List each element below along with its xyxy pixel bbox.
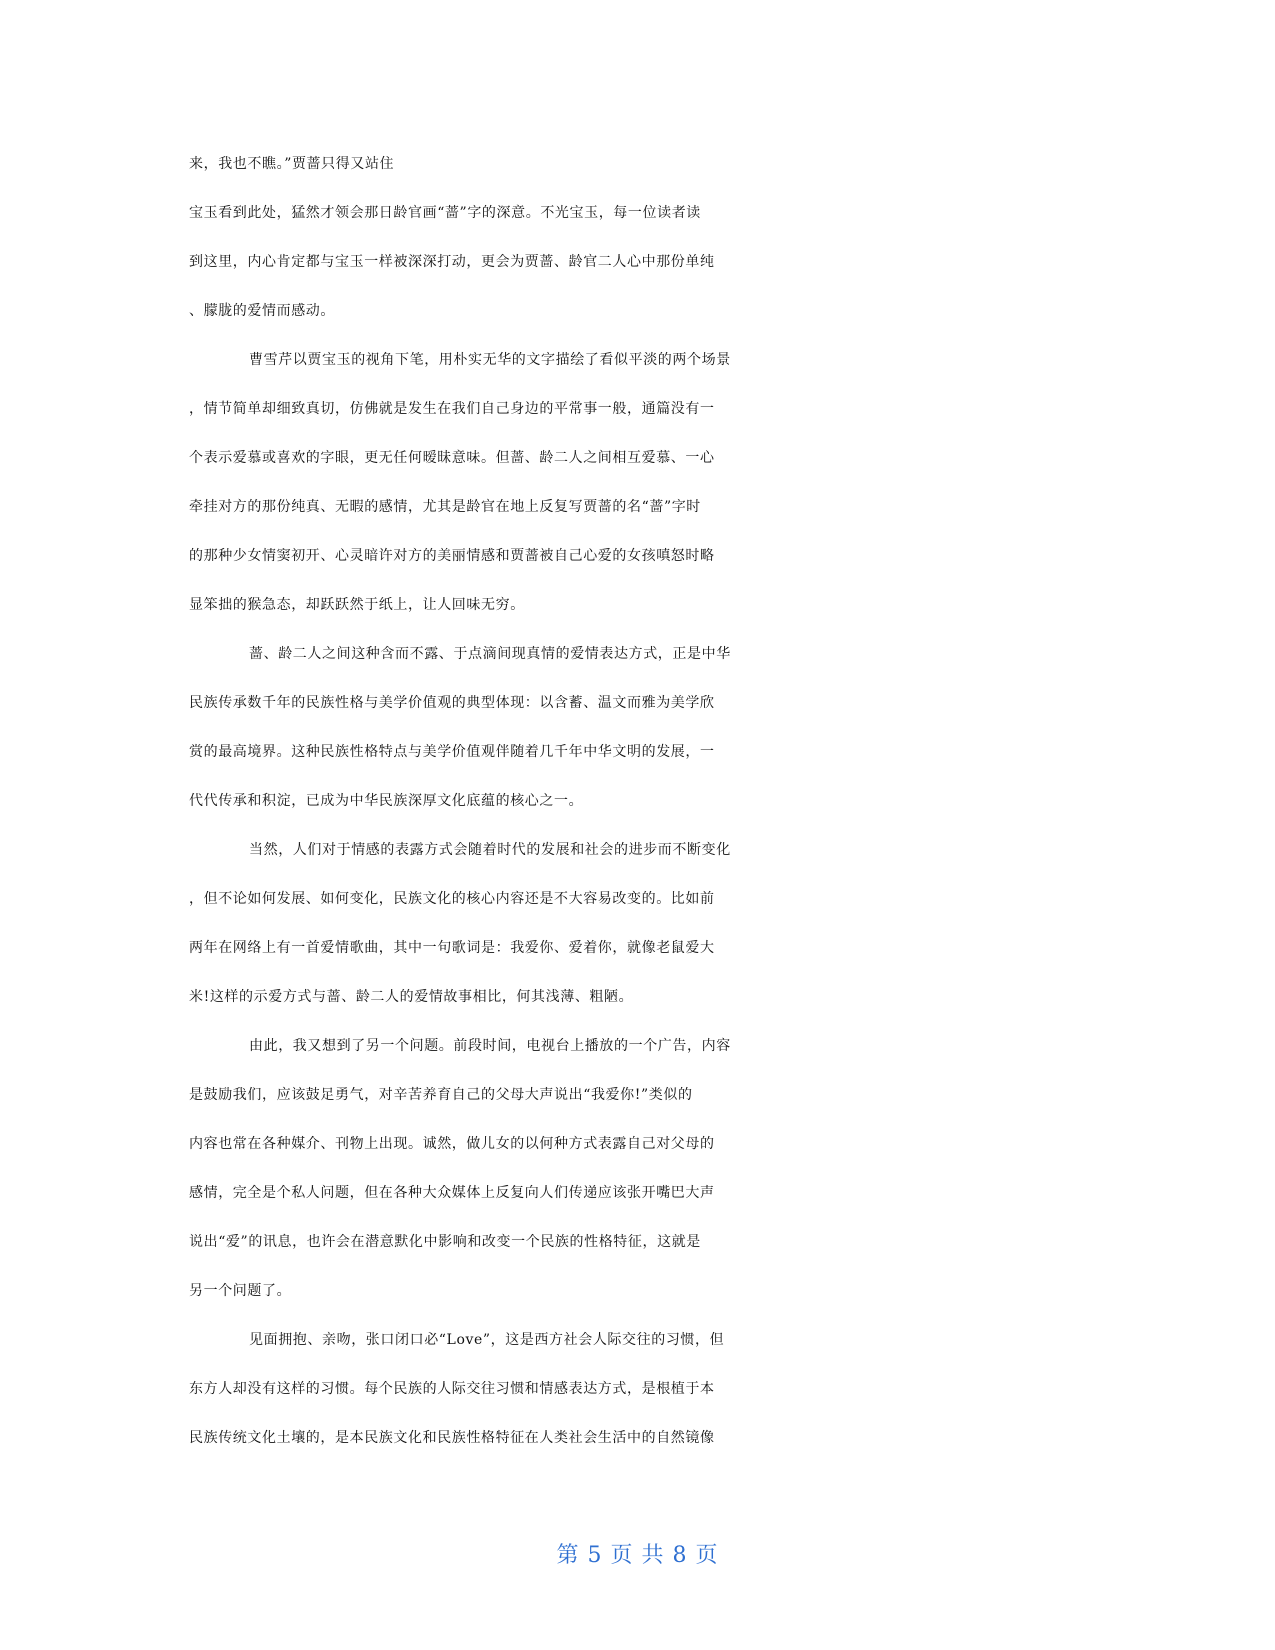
page-label-prefix: 第 [556,1543,580,1568]
text-line: 两年在网络上有一首爱情歌曲，其中一句歌词是：我爱你、爱着你，就像老鼠爱大 [189,940,715,956]
text-line: 东方人却没有这样的习惯。每个民族的人际交往习惯和情感表达方式，是根植于本 [189,1381,715,1397]
current-page-number: 5 [587,1543,603,1568]
text-line: 内容也常在各种媒介、刊物上出现。诚然，做儿女的以何种方式表露自己对父母的 [189,1136,715,1152]
paragraph [189,189,1089,336]
text-line: 米!这样的示爱方式与蔷、龄二人的爱情故事相比，何其浅薄、粗陋。 [189,989,634,1005]
text-line: ，但不论如何发展、如何变化，民族文化的核心内容还是不大容易改变的。比如前 [189,891,715,907]
document-body [189,140,1089,1463]
paragraph [189,336,1089,630]
text-line: 赏的最高境界。这种民族性格特点与美学价值观伴随着几千年中华文明的发展，一 [189,744,715,760]
text-line: 说出“爱”的讯息，也许会在潜意默化中影响和改变一个民族的性格特征，这就是 [189,1234,701,1250]
text-line: 牵挂对方的那份纯真、无暇的感情，尤其是龄官在地上反复写贾蔷的名“蔷”字时 [189,499,701,515]
text-line: 民族传承数千年的民族性格与美学价值观的典型体现：以含蓄、温文而雅为美学欣 [189,695,715,711]
total-pages-number: 8 [672,1543,688,1568]
text-line: 感情，完全是个私人问题，但在各种大众媒体上反复向人们传递应该张开嘴巴大声 [189,1185,715,1201]
paragraph [189,1316,1089,1463]
text-line: 到这里，内心肯定都与宝玉一样被深深打动，更会为贾蔷、龄官二人心中那份单纯 [189,254,715,270]
text-line: 见面拥抱、亲吻，张口闭口必“Love”，这是西方社会人际交往的习惯，但 [249,1332,725,1348]
text-line: 蔷、龄二人之间这种含而不露、于点滴间现真情的爱情表达方式，正是中华 [249,646,731,662]
text-line: 由此，我又想到了另一个问题。前段时间，电视台上播放的一个广告，内容 [249,1038,731,1054]
text-line: 来，我也不瞧。”贾蔷只得又站住 [189,156,395,172]
text-line: 民族传统文化土壤的，是本民族文化和民族性格特征在人类社会生活中的自然镜像 [189,1430,715,1446]
text-line: 是鼓励我们，应该鼓足勇气，对辛苦养育自己的父母大声说出“我爱你!”类似的 [189,1087,693,1103]
text-line: 显笨拙的猴急态，却跃跃然于纸上，让人回味无穷。 [189,597,525,613]
text-line: 个表示爱慕或喜欢的字眼，更无任何暧昧意味。但蔷、龄二人之间相互爱慕、一心 [189,450,715,466]
text-line: 、朦胧的爱情而感动。 [189,303,335,319]
paragraph [189,140,1089,189]
page-footer [0,1538,1275,1569]
paragraph [189,1022,1089,1316]
paragraph [189,630,1089,826]
text-line: 宝玉看到此处，猛然才领会那日龄官画“蔷”字的深意。不光宝玉，每一位读者读 [189,205,701,221]
text-line: 当然，人们对于情感的表露方式会随着时代的发展和社会的进步而不断变化 [249,842,731,858]
text-line: 代代传承和积淀，已成为中华民族深厚文化底蕴的核心之一。 [189,793,584,809]
paragraph [189,826,1089,1022]
page-label-mid: 页 共 [610,1543,665,1568]
text-line: 的那种少女情窦初开、心灵暗许对方的美丽情感和贾蔷被自己心爱的女孩嗔怒时略 [189,548,715,564]
text-line: 另一个问题了。 [189,1283,292,1299]
page-label-suffix: 页 [695,1543,719,1568]
text-line: 曹雪芹以贾宝玉的视角下笔，用朴实无华的文字描绘了看似平淡的两个场景 [249,352,731,368]
text-line: ，情节简单却细致真切，仿佛就是发生在我们自己身边的平常事一般，通篇没有一 [189,401,715,417]
